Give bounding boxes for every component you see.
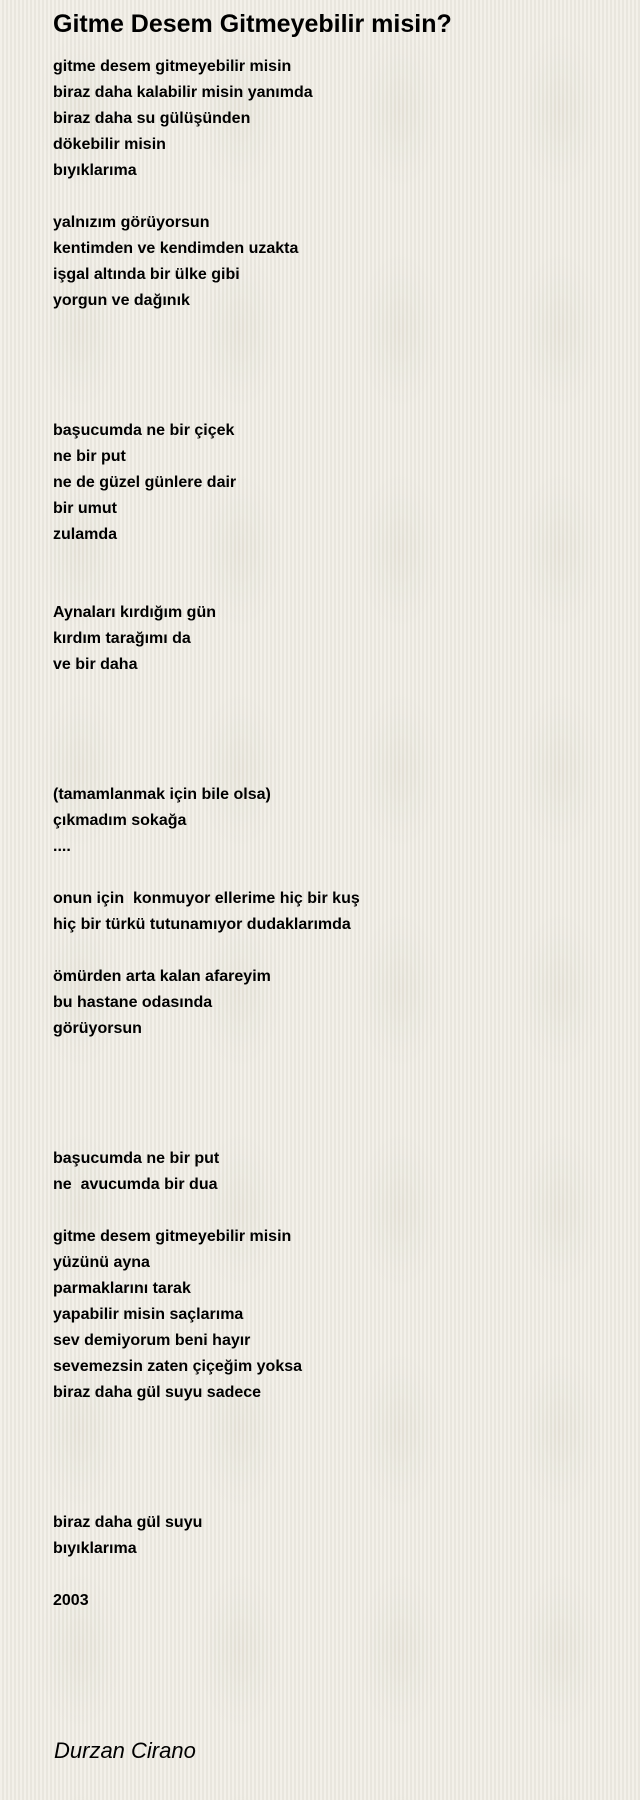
- poem-title: Gitme Desem Gitmeyebilir misin?: [53, 10, 452, 38]
- stanza-gap: [53, 574, 613, 600]
- stanza-gap: [53, 756, 613, 782]
- poem-line: biraz daha kalabilir misin yanımda: [53, 84, 313, 101]
- poem-line: gitme desem gitmeyebilir misin: [53, 58, 292, 75]
- poem-line: (tamamlanmak için bile olsa): [53, 786, 271, 803]
- poem-line: Aynaları kırdığım gün: [53, 604, 216, 621]
- stanza-gap: [53, 392, 613, 418]
- stanza-gap: [53, 314, 613, 340]
- poem-line: biraz daha gül suyu: [53, 1514, 203, 1531]
- poem-line: kentimden ve kendimden uzakta: [53, 240, 299, 257]
- poem-line: ne bir put: [53, 448, 126, 465]
- stanza-gap: [53, 860, 613, 886]
- poem-line: yalnızım görüyorsun: [53, 214, 210, 231]
- stanza-gap: [53, 704, 613, 730]
- poem-line: ömürden arta kalan afareyim: [53, 968, 271, 985]
- poem-line: hiç bir türkü tutunamıyor dudaklarımda: [53, 916, 351, 933]
- poem-line: dökebilir misin: [53, 136, 166, 153]
- poem-line: sevemezsin zaten çiçeğim yoksa: [53, 1358, 303, 1375]
- poem-line: ve bir daha: [53, 656, 138, 673]
- poem-line: çıkmadım sokağa: [53, 812, 187, 829]
- poem-line: ne de güzel günlere dair: [53, 474, 237, 491]
- poem-line: ne avucumda bir dua: [53, 1176, 218, 1193]
- poem-line: görüyorsun: [53, 1020, 142, 1037]
- poem-line: biraz daha su gülüşünden: [53, 110, 251, 127]
- stanza-gap: [53, 1198, 613, 1224]
- poem-line: bu hastane odasında: [53, 994, 213, 1011]
- poem-line: parmaklarını tarak: [53, 1280, 191, 1297]
- poem-line: biraz daha gül suyu sadece: [53, 1384, 262, 1401]
- stanza-gap: [53, 184, 613, 210]
- poem-line: yüzünü ayna: [53, 1254, 150, 1271]
- poem-line: sev demiyorum beni hayır: [53, 1332, 251, 1349]
- poem-line: ....: [53, 838, 71, 855]
- poem-line: kırdım tarağımı da: [53, 630, 191, 647]
- stanza-gap: [53, 1042, 613, 1068]
- poem-author: Durzan Cirano: [54, 1738, 196, 1763]
- stanza-gap: [53, 340, 613, 366]
- stanza-gap: [53, 678, 613, 704]
- poem-line: onun için konmuyor ellerime hiç bir kuş: [53, 890, 360, 907]
- stanza-gap: [53, 1484, 613, 1510]
- stanza-gap: [53, 1432, 613, 1458]
- poem-line: 2003: [53, 1592, 89, 1609]
- stanza-gap: [53, 1068, 613, 1094]
- poem-line: işgal altında bir ülke gibi: [53, 266, 240, 283]
- stanza-gap: [53, 1120, 613, 1146]
- stanza-gap: [53, 1562, 613, 1588]
- poem-body: [53, 54, 613, 1614]
- stanza-gap: [53, 730, 613, 756]
- stanza-gap: [53, 938, 613, 964]
- poem-line: bıyıklarıma: [53, 162, 137, 179]
- poem-line: gitme desem gitmeyebilir misin: [53, 1228, 292, 1245]
- stanza-gap: [53, 1458, 613, 1484]
- stanza-gap: [53, 1406, 613, 1432]
- poem-line: bıyıklarıma: [53, 1540, 137, 1557]
- poem-line: yapabilir misin saçlarıma: [53, 1306, 244, 1323]
- poem-line: bir umut: [53, 500, 117, 517]
- poem-line: yorgun ve dağınık: [53, 292, 190, 309]
- stanza-gap: [53, 366, 613, 392]
- stanza-gap: [53, 548, 613, 574]
- poem-line: zulamda: [53, 526, 118, 543]
- stanza-gap: [53, 1094, 613, 1120]
- poem-line: başucumda ne bir çiçek: [53, 422, 235, 439]
- poem-line: başucumda ne bir put: [53, 1150, 220, 1167]
